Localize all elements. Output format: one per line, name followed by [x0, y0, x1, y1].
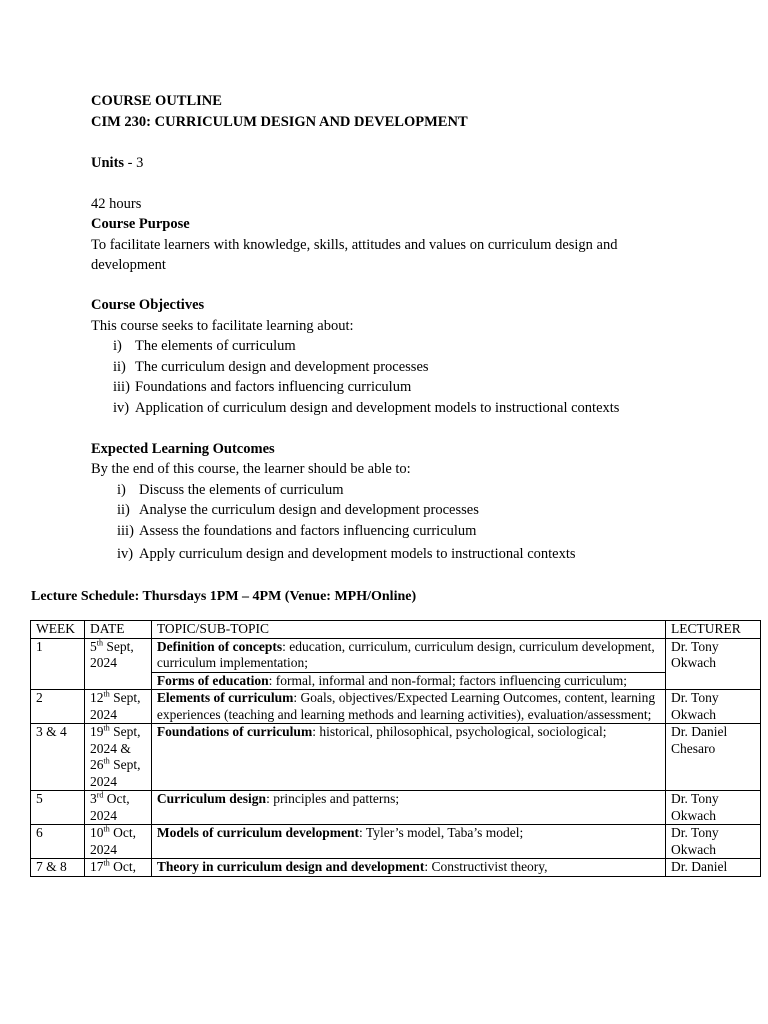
purpose-heading: Course Purpose: [91, 216, 190, 232]
list-number: ii): [117, 502, 130, 518]
date-month: Sept,: [109, 757, 141, 772]
date-ordinal: th: [103, 756, 110, 766]
objectives-intro: This course seeks to facilitate learning about:: [91, 317, 354, 334]
week-cell: 1: [31, 638, 85, 690]
list-text: Discuss the elements of curriculum: [139, 481, 344, 498]
week-cell: 6: [31, 825, 85, 859]
hours-line: 42 hours: [91, 195, 142, 212]
topic-title: Forms of education: [156, 672, 269, 688]
purpose-text: To facilitate learners with knowledge, skills, attitudes and values on curriculum design and development: [91, 236, 618, 273]
date-month: Oct,: [109, 859, 136, 874]
date-cell: [84, 791, 151, 825]
date-cell: [84, 638, 151, 690]
list-text: Application of curriculum design and development models to instructional contexts: [135, 399, 620, 416]
date-day: 10: [89, 825, 104, 840]
topic-entry: [152, 690, 665, 723]
topic-details: : formal, informal and non-formal; factors influencing curriculum;: [268, 672, 628, 688]
list-item: [113, 377, 691, 398]
list-item: [117, 480, 691, 501]
table-header-row: [31, 621, 761, 639]
table-row: [31, 859, 761, 877]
date-year: 2024: [89, 807, 117, 823]
week-cell: 5: [31, 791, 85, 825]
list-text: Foundations and factors influencing curriculum: [135, 379, 412, 395]
list-item: [117, 500, 691, 521]
topic-details: : historical, philosophical, psychological, sociological;: [312, 724, 607, 739]
document-title: COURSE OUTLINE: [91, 93, 222, 109]
topic-details: : Tyler’s model, Taba’s model;: [359, 825, 524, 840]
lecturer-cell: Dr. Tony Okwach: [666, 690, 761, 724]
topic-cell: [151, 724, 665, 791]
list-number: ii): [113, 358, 126, 375]
date-month: Oct,: [103, 791, 130, 806]
topic-title: Curriculum design: [156, 791, 267, 806]
date-ordinal: th: [103, 723, 110, 733]
column-header-date: DATE: [84, 621, 151, 639]
date-day: 12: [89, 690, 104, 705]
list-number: iv): [113, 399, 130, 416]
table-row: [31, 724, 761, 791]
topic-cell: [151, 791, 665, 825]
date-year: 2024 &: [89, 740, 131, 756]
table-row: [31, 791, 761, 825]
date-month: Sept,: [102, 638, 134, 654]
table-row: [31, 690, 761, 724]
date-day: 17: [89, 859, 104, 874]
course-title: CIM 230: CURRICULUM DESIGN AND DEVELOPMENT: [91, 113, 468, 130]
week-cell: 7 & 8: [31, 859, 85, 877]
list-number: i): [117, 481, 126, 498]
topic-entry: [152, 639, 665, 672]
column-header-topic: TOPIC/SUB-TOPIC: [151, 621, 665, 639]
outcomes-list: [117, 480, 691, 565]
topic-title: Definition of concepts: [156, 638, 283, 654]
date-cell: [84, 724, 151, 791]
date-month: Oct,: [109, 825, 136, 840]
table-row: [31, 638, 761, 690]
week-cell: 3 & 4: [31, 724, 85, 791]
topic-details: : Constructivist theory,: [424, 859, 548, 874]
date-year: 2024: [89, 773, 117, 789]
course-outline-body: [91, 91, 691, 565]
units-value: - 3: [127, 154, 144, 171]
list-text: Apply curriculum design and development models to instructional contexts: [139, 546, 576, 562]
date-year: 2024: [89, 706, 117, 722]
lecturer-cell: Dr. Tony Okwach: [666, 638, 761, 690]
date-year: 2024: [89, 655, 117, 670]
schedule-heading: Lecture Schedule: Thursdays 1PM – 4PM (Venue: MPH/Online): [31, 589, 417, 604]
list-item: [117, 521, 691, 542]
topic-entry: [152, 859, 665, 876]
date-ordinal: th: [103, 858, 110, 868]
list-number: iii): [113, 379, 130, 395]
objectives-list: [113, 336, 691, 418]
list-number: iii): [117, 522, 134, 539]
date-day: 26: [89, 757, 104, 772]
topic-cell: [151, 638, 665, 690]
date-month: Sept,: [109, 690, 141, 705]
topic-title: Theory in curriculum design and development: [156, 859, 425, 874]
date-ordinal: rd: [96, 790, 104, 800]
list-item: [117, 544, 691, 565]
date-ordinal: th: [103, 824, 110, 834]
list-text: Analyse the curriculum design and development processes: [139, 502, 479, 518]
list-item: [113, 398, 691, 419]
topic-details: : education, curriculum, curriculum design, curriculum development, curriculum implementation;: [156, 638, 655, 670]
date-cell: [84, 690, 151, 724]
topic-entry: [152, 672, 665, 690]
list-item: [113, 336, 691, 357]
list-text: Assess the foundations and factors influencing curriculum: [139, 522, 477, 539]
date-month: Sept,: [109, 724, 141, 739]
outcomes-intro: By the end of this course, the learner should be able to:: [91, 461, 411, 477]
date-day: 3: [89, 791, 97, 806]
lecturer-cell: Dr. Daniel: [666, 859, 761, 877]
date-day: 19: [89, 724, 104, 739]
week-cell: 2: [31, 690, 85, 724]
topic-details: : Goals, objectives/Expected Learning Outcomes, content, learning experiences (teaching and learning methods and learning activities), evaluation/assessment;: [156, 690, 656, 722]
date-year: 2024: [89, 841, 117, 857]
topic-entry: [152, 825, 665, 842]
column-header-week: WEEK: [31, 621, 85, 639]
topic-title: Foundations of curriculum: [156, 724, 313, 739]
topic-entry: [152, 724, 665, 741]
table-row: [31, 825, 761, 859]
lecturer-cell: Dr. Daniel Chesaro: [666, 724, 761, 791]
date-cell: [84, 859, 151, 877]
date-ordinal: th: [103, 689, 110, 699]
lecturer-cell: Dr. Tony Okwach: [666, 791, 761, 825]
topic-entry: [152, 791, 665, 808]
objectives-heading: Course Objectives: [91, 297, 205, 313]
list-item: [113, 357, 691, 378]
topic-cell: [151, 690, 665, 724]
topic-title: Models of curriculum development: [156, 825, 360, 840]
outcomes-heading: Expected Learning Outcomes: [91, 440, 275, 457]
topic-title: Elements of curriculum: [156, 690, 294, 705]
topic-cell: [151, 859, 665, 877]
date-ordinal: th: [96, 638, 103, 647]
date-day: 5: [89, 638, 97, 654]
lecture-schedule-table: [30, 620, 761, 877]
units-line: [91, 153, 691, 174]
topic-details: : principles and patterns;: [266, 791, 400, 806]
schedule-rows: [31, 638, 761, 876]
lecturer-cell: Dr. Tony Okwach: [666, 825, 761, 859]
units-label: Units: [91, 154, 125, 171]
list-number: iv): [117, 546, 134, 562]
column-header-lecturer: LECTURER: [666, 621, 761, 639]
date-cell: [84, 825, 151, 859]
list-text: The elements of curriculum: [135, 338, 296, 354]
topic-cell: [151, 825, 665, 859]
list-text: The curriculum design and development processes: [135, 358, 429, 375]
list-number: i): [113, 338, 122, 354]
